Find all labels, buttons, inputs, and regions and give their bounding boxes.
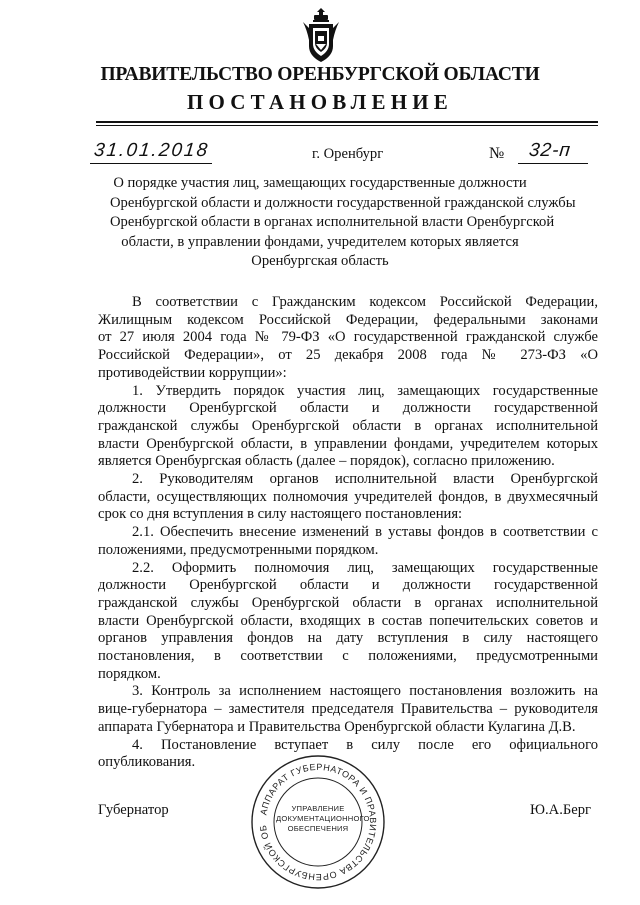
number-sign: № — [489, 145, 505, 162]
clause-2-2-line: постановления, в соответствии с положениями, предусмотренными — [98, 648, 598, 665]
subject-line: области, в управлении фондами, учредителем которых является — [121, 233, 519, 250]
decree-date: 31.01.2018 — [92, 140, 211, 161]
clause-2-line: срок со дня вступления в силу настоящего постановления: — [98, 506, 463, 523]
government-title: ПРАВИТЕЛЬСТВО ОРЕНБУРГСКОЙ ОБЛАСТИ — [100, 64, 540, 85]
clause-2-1-line: 2.1. Обеспечить внесение изменений в уставы фондов в соответствии с — [132, 524, 598, 541]
stamp-center-text — [276, 804, 370, 834]
signatory-position: Губернатор — [98, 802, 169, 818]
clause-2-2-line: власти Оренбургской области, входящих в состав попечительских советов и — [98, 612, 598, 629]
decree-subject — [110, 174, 576, 272]
clause-4-line: 4. Постановление вступает в силу после его официального — [132, 736, 598, 753]
clause-4-line: опубликования. — [98, 754, 196, 771]
preamble-line: противодействии коррупции»: — [98, 364, 287, 381]
clause-3-line: 3. Контроль за исполнением настоящего постановления возложить на — [132, 683, 598, 700]
clause-2-1-line: положениями, предусмотренными порядком. — [98, 541, 379, 558]
decree-body — [98, 294, 598, 772]
decree-number: 32-п — [527, 140, 573, 161]
clause-2-2-line: порядком. — [98, 665, 161, 682]
clause-2-2-line: органов управления фондов на дату вступления в силу настоящего — [98, 630, 598, 647]
stamp-line: УПРАВЛЕНИЕ — [291, 804, 345, 813]
preamble-line: Жилищным кодексом Российской Федерации, федеральными законами — [98, 311, 598, 328]
preamble-line: Российской Федерации», от 25 декабря 2008 года № 273-ФЗ «О — [98, 347, 598, 364]
clause-2-line: 2. Руководителям органов исполнительной власти Оренбургской — [132, 471, 598, 488]
number-field — [518, 141, 588, 164]
subject-line: Оренбургская область — [251, 253, 389, 270]
clause-3-line: аппарата Губернатора и Правительства Оренбургской области Кулагина Д.В. — [98, 718, 576, 735]
stamp-line: ОБЕСПЕЧЕНИЯ — [287, 824, 349, 833]
official-stamp — [248, 752, 388, 892]
document-type-title: ПОСТАНОВЛЕНИЕ — [186, 90, 454, 114]
clause-2-2-line: 2.2. Оформить полномочия лиц, замещающих государственные — [132, 559, 598, 576]
preamble-line: В соответствии с Гражданским кодексом Российской Федерации, — [132, 294, 598, 310]
clause-2-2-line: должности Оренбургской области и должности государственной — [98, 577, 598, 594]
signatory-name: Ю.А.Берг — [530, 802, 591, 818]
stamp-line: ДОКУМЕНТАЦИОННОГО — [276, 814, 370, 823]
clause-2-line: области, осуществляющих полномочия учредителей фондов, в двухмесячный — [98, 488, 598, 505]
clause-1-line: является Оренбургская область (далее – порядок), согласно приложению. — [98, 453, 555, 470]
clause-2-2-line: гражданской службы Оренбургской области в органах исполнительной — [98, 594, 598, 611]
stamp-ring-text: АППАРАТ ГУБЕРНАТОРА И ПРАВИТЕЛЬСТВА ОРЕНБУРГСКОЙ ОБ — [258, 761, 379, 883]
coat-of-arms-icon — [301, 6, 341, 64]
subject-line: О порядке участия лиц, замещающих государственные должности — [113, 175, 527, 191]
subject-line: Оренбургской области и должности государственной гражданской службы — [110, 194, 576, 211]
clause-1-line: гражданской службы Оренбургской области в органах исполнительной — [98, 417, 598, 434]
header-divider-thin — [96, 125, 598, 126]
preamble-line: от 27 июля 2004 года № 79-ФЗ «О государственной гражданской службе — [98, 329, 598, 346]
clause-3-line: вице-губернатора – заместителя председателя Правительства – руководителя — [98, 701, 598, 718]
date-field — [90, 141, 212, 164]
subject-line: Оренбургской области в органах исполнительной власти Оренбургской — [110, 214, 555, 231]
city-label: г. Оренбург — [312, 146, 384, 162]
header-divider-thick — [96, 121, 598, 123]
clause-1-line: власти Оренбургской области, в управлении фондами, учредителем которых — [98, 435, 598, 452]
clause-1-line: 1. Утвердить порядок участия лиц, замещающих государственные — [132, 382, 598, 399]
clause-1-line: должности Оренбургской области и должности государственной — [98, 400, 598, 417]
